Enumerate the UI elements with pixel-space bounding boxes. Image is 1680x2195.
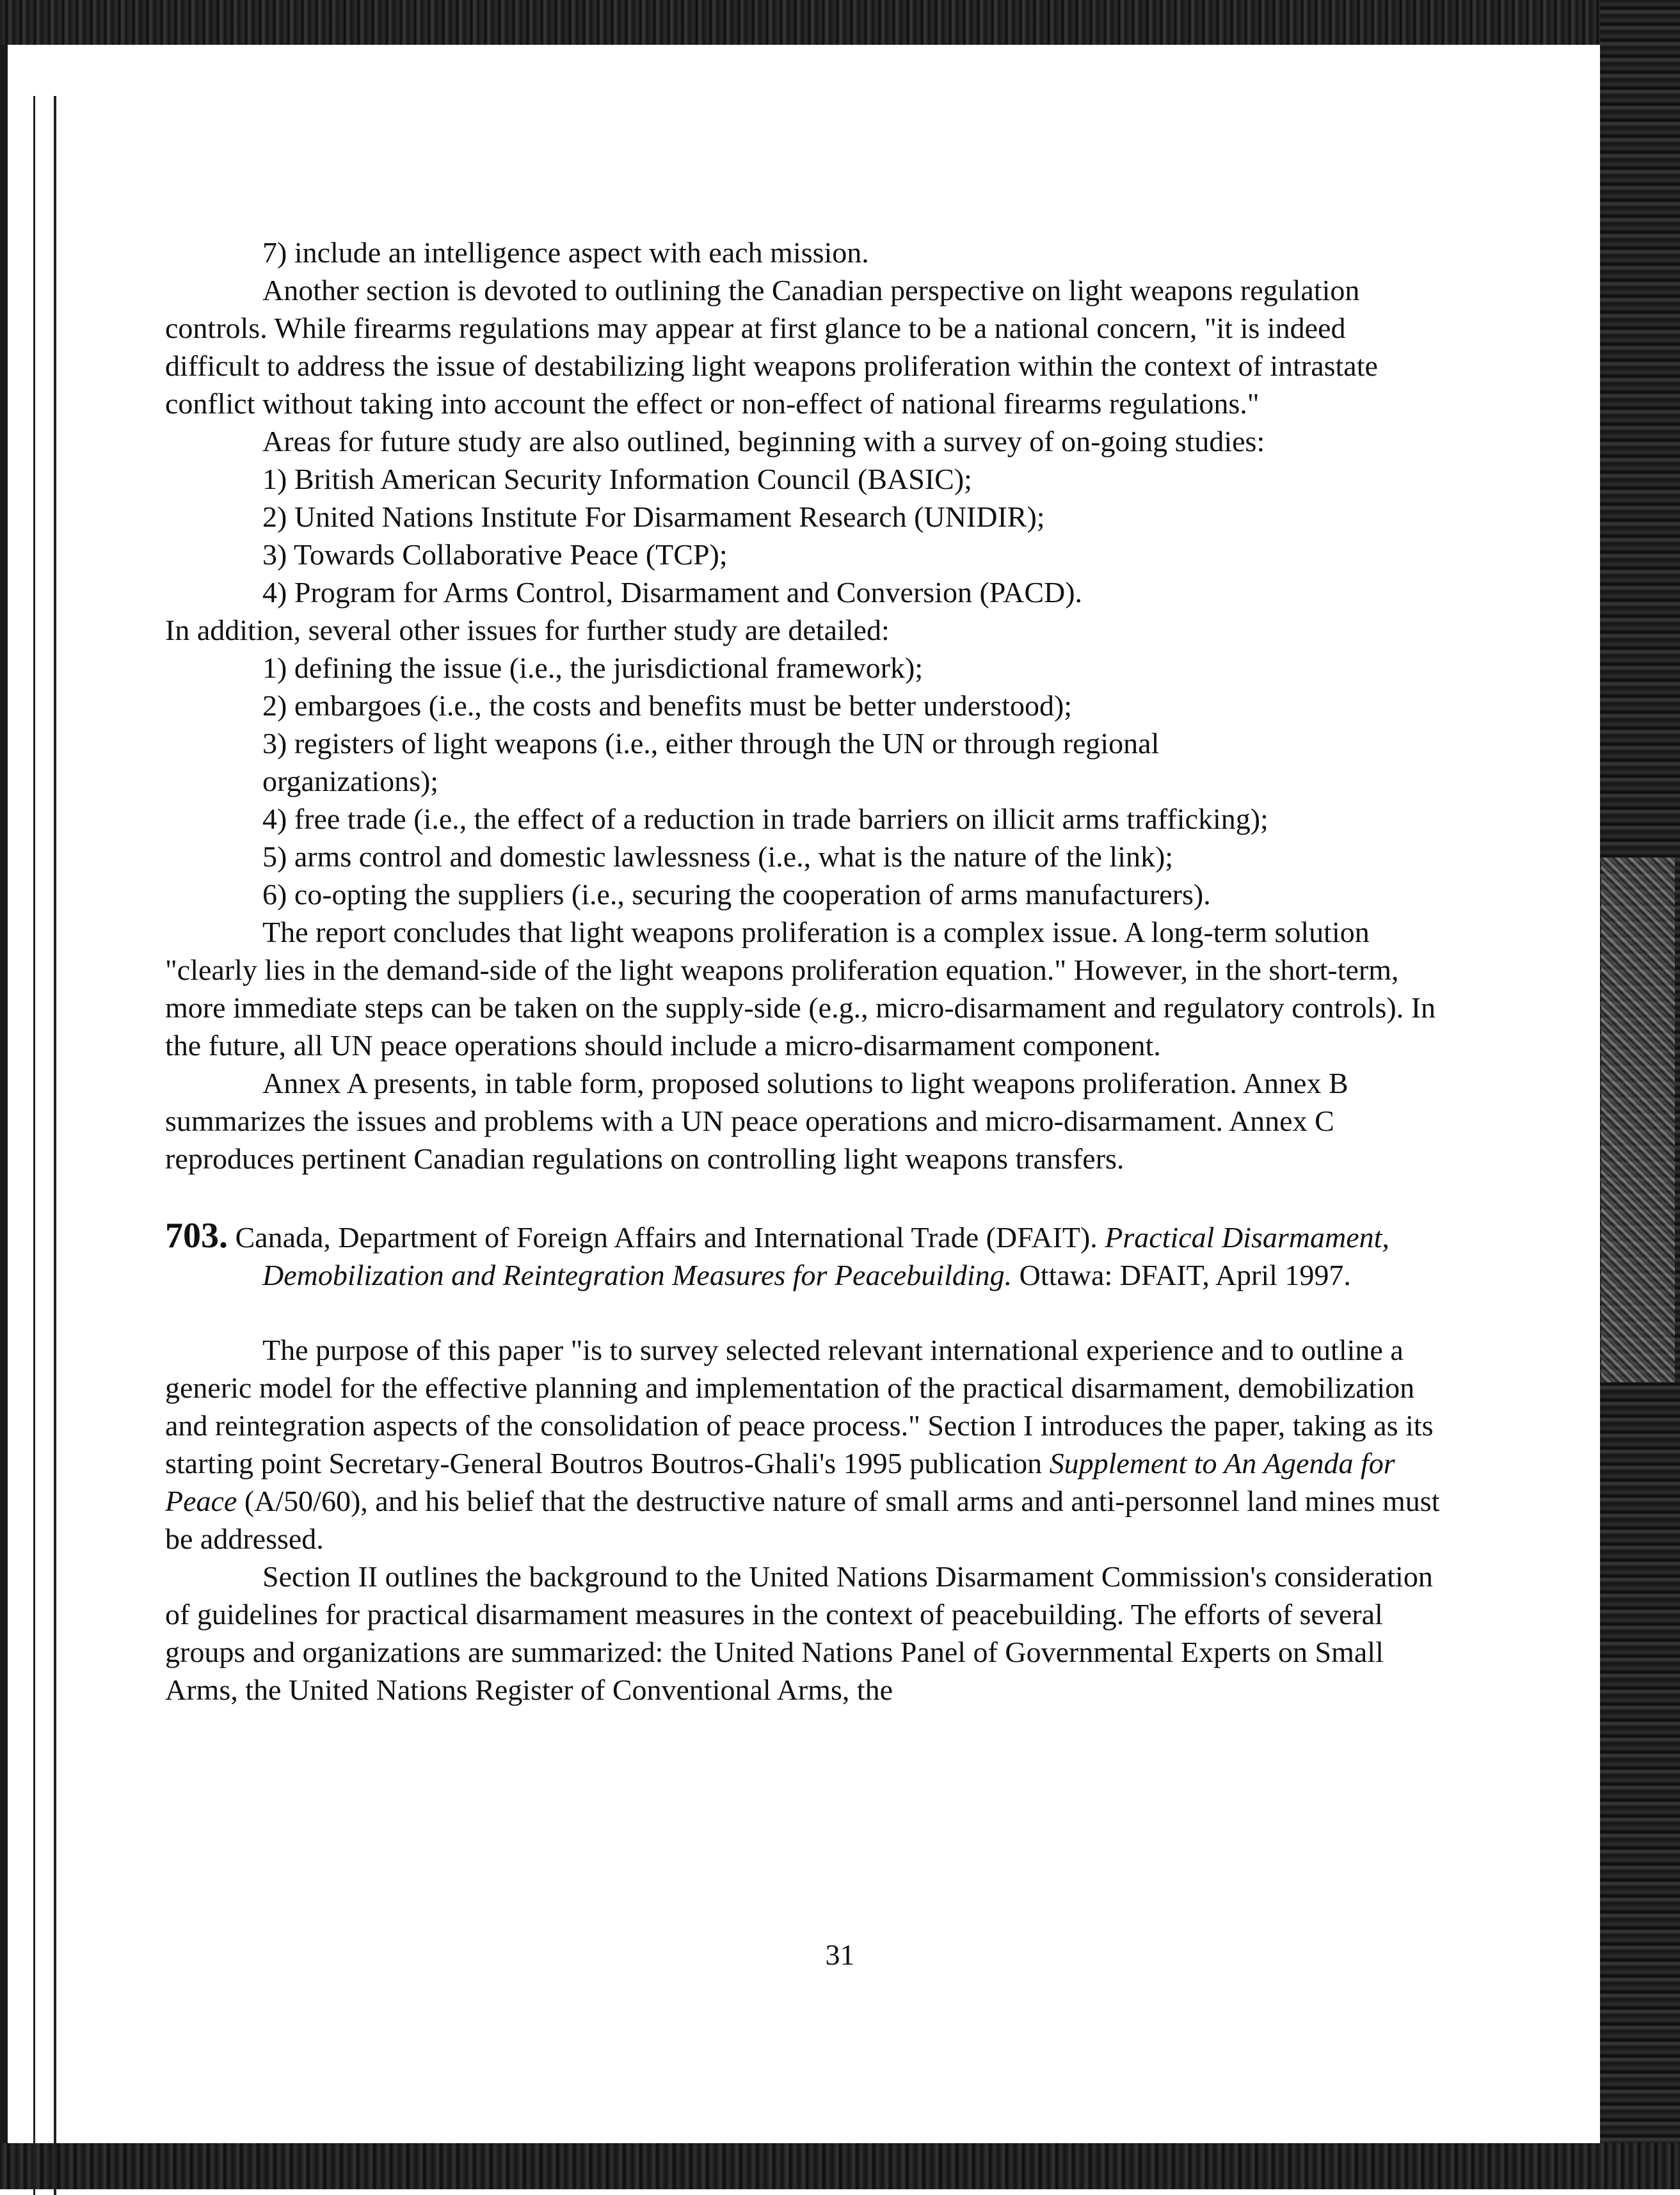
purpose-text: The purpose of this paper "is to survey selected relevant international experience and to outline a generic model for the effective planning and implementation of the practical disarmament, demobilization and reintegration aspects of the consolidation of peace process." Section I introduces the paper, taking as its starting point Secretary-General Boutros Boutros-Ghali's 1995 publication [165, 1334, 1434, 1480]
paragraph-in-addition: In addition, several other issues for further study are detailed: [165, 614, 890, 646]
purpose-cited-title: Supplement to An Agenda for Peace [165, 1447, 1395, 1517]
study-item: 3) Towards Collaborative Peace (TCP); [262, 538, 728, 571]
issue-item: 3) registers of light weapons (i.e., either through the UN or through regional organizations); [262, 727, 1160, 797]
scan-noise-right [1601, 858, 1675, 1382]
study-item: 2) United Nations Institute For Disarmament Research (UNIDIR); [262, 500, 1045, 533]
issue-item: 6) co-opting the suppliers (i.e., securing the cooperation of arms manufacturers). [262, 878, 1211, 911]
paragraph-annexes: Annex A presents, in table form, proposed solutions to light weapons proliferation. Annex B summarizes the issues and problems with a UN peace operations and micro-disarmament. Annex C reproduces pertinent Canadian regulations on controlling light weapons transfers. [165, 1067, 1348, 1175]
page-number: 31 [825, 1938, 855, 1971]
scan-border-bottom [0, 2143, 1680, 2189]
spacer [165, 1177, 1442, 1217]
binding-line [54, 96, 56, 2195]
entry-author: Canada, Department of Foreign Affairs and International Trade (DFAIT). [235, 1221, 1098, 1254]
issue-item: 2) embargoes (i.e., the costs and benefits must be better understood); [262, 689, 1073, 722]
spacer [165, 1294, 1442, 1331]
paragraph-conclusion: The report concludes that light weapons proliferation is a complex issue. A long-term solution "clearly lies in the demand-side of the light weapons proliferation equation." However, in the short-term, more immediate steps can be taken on the supply-side (e.g., micro-disarmament and regulatory controls). In the future, all UN peace operations should include a micro-disarmament component. [165, 916, 1436, 1062]
page-body [165, 234, 1442, 1709]
list-item: 7) include an intelligence aspect with each mission. [262, 236, 869, 269]
issue-item: 5) arms control and domestic lawlessness (i.e., what is the nature of the link); [262, 840, 1174, 873]
study-item: 4) Program for Arms Control, Disarmament and Conversion (PACD). [262, 576, 1083, 609]
entry-publication: Ottawa: DFAIT, April 1997. [1019, 1259, 1351, 1291]
scan-border-left [0, 0, 8, 2189]
entry-title: Practical Disarmament, Demobilization and Reintegration Measures for Peacebuilding. [262, 1221, 1389, 1291]
bibliography-entry [165, 1217, 1442, 1294]
paragraph-purpose [165, 1331, 1442, 1558]
paragraph-areas-for-study: Areas for future study are also outlined, beginning with a survey of on-going studies: [262, 425, 1265, 458]
issue-item: 4) free trade (i.e., the effect of a reduction in trade barriers on illicit arms trafficking); [262, 802, 1268, 835]
binding-line [33, 96, 35, 2195]
purpose-text-rest: (A/50/60), and his belief that the destructive nature of small arms and anti-personnel land mines must be addressed. [165, 1485, 1440, 1555]
scan-border-top [0, 0, 1680, 45]
issue-item: 1) defining the issue (i.e., the jurisdictional framework); [262, 651, 924, 684]
paragraph-section-two: Section II outlines the background to the United Nations Disarmament Commission's consideration of guidelines for practical disarmament measures in the context of peacebuilding. The efforts of several groups and organizations are summarized: the United Nations Panel of Governmental Experts on Small Arms, the United Nations Register of Conventional Arms, the [165, 1560, 1433, 1706]
entry-number: 703. [165, 1216, 228, 1256]
study-item: 1) British American Security Information Council (BASIC); [262, 463, 972, 495]
paragraph-canadian-perspective: Another section is devoted to outlining the Canadian perspective on light weapons regulation controls. While firearms regulations may appear at first glance to be a national concern, "it is indeed difficult to address the issue of destabilizing light weapons proliferation within the context of intrastate conflict without taking into account the effect or non-effect of national firearms regulations." [165, 274, 1378, 420]
